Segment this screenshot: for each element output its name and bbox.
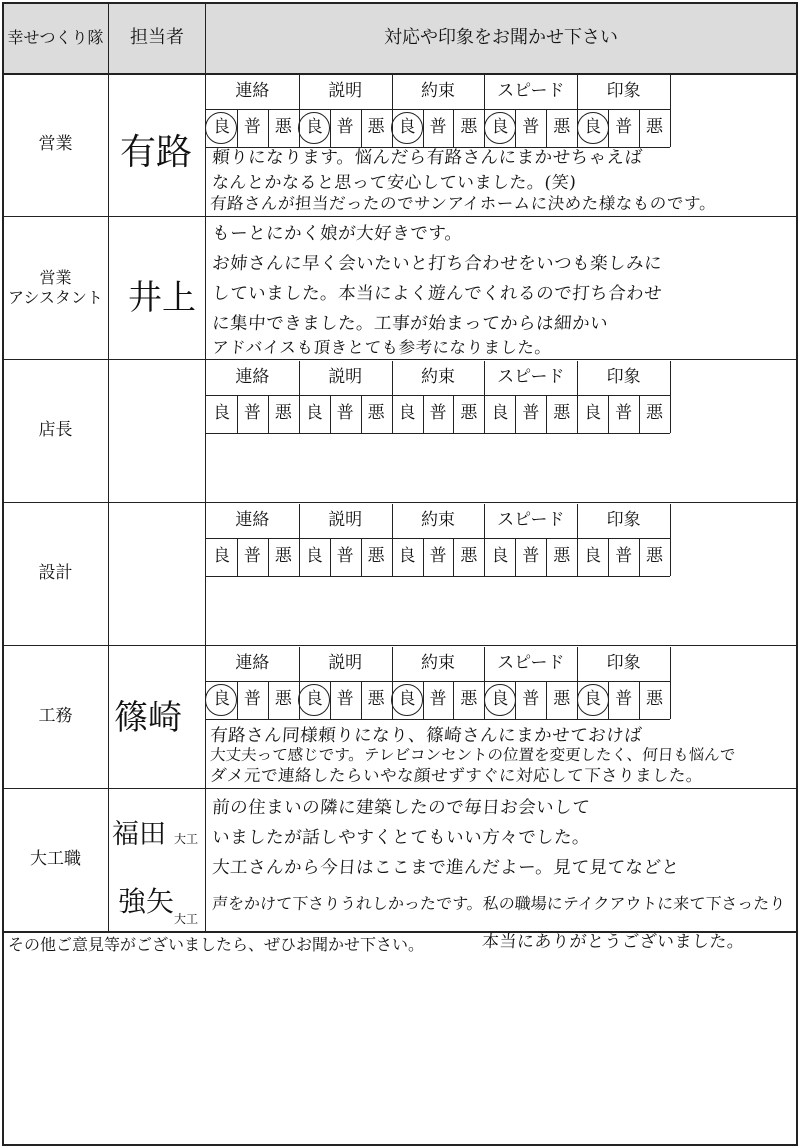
- role-sales-assistant: [3, 217, 108, 359]
- rating-grid-right: [670, 75, 671, 147]
- rating-category-label: スピード: [497, 367, 565, 388]
- rating-category-label: 連絡: [235, 81, 270, 102]
- rating-option[interactable]: 悪: [274, 403, 292, 424]
- rating-option[interactable]: 普: [336, 546, 354, 567]
- comment-assistant-line-4: に集中できました。工事が始まってからは細かい: [211, 314, 609, 334]
- rating-category-label: 説明: [328, 367, 363, 388]
- rating-option[interactable]: 良: [398, 117, 416, 138]
- rating-selected-circle: [577, 112, 609, 144]
- comment-carpenter-line-1: 前の住まいの隣に建築したので毎日お会いして: [211, 798, 591, 818]
- rating-selected-circle: [391, 684, 423, 716]
- rating-grid-bottom: [206, 719, 670, 720]
- footer-prompt: その他ご意見等がございましたら、ぜひお聞かせ下さい。: [8, 935, 425, 954]
- rating-option[interactable]: 悪: [274, 117, 292, 138]
- comment-assistant-line-1: もーとにかく娘が大好きです。: [211, 224, 464, 244]
- rating-option[interactable]: 良: [212, 689, 230, 710]
- staff-name-inoue: 井上: [128, 278, 196, 318]
- role-manager: 店長: [38, 420, 73, 441]
- rating-category-label: 印象: [606, 510, 641, 531]
- rating-option[interactable]: 悪: [553, 689, 571, 710]
- comment-construction-line-1: 有路さん同様頼りになり、篠崎さんにまかせておけば: [209, 726, 643, 746]
- rating-selected-circle: [484, 684, 516, 716]
- rating-option[interactable]: 悪: [646, 546, 664, 567]
- rating-option[interactable]: 良: [398, 546, 416, 567]
- staff-suffix-fukuda: 大工: [174, 832, 199, 846]
- rating-grid-bottom: [206, 576, 670, 577]
- rating-option[interactable]: 悪: [460, 117, 478, 138]
- staff-name-gouya: 強矢: [118, 885, 175, 918]
- rating-option[interactable]: 良: [212, 117, 230, 138]
- comment-sales-line-1: 頼りになります。悩んだら有路さんにまかせちゃえば: [211, 148, 644, 168]
- rating-option[interactable]: 普: [243, 689, 261, 710]
- rating-grid-bottom: [206, 433, 670, 434]
- rating-option[interactable]: 普: [336, 689, 354, 710]
- rating-option[interactable]: 悪: [367, 117, 385, 138]
- rating-category-label: 連絡: [235, 510, 270, 531]
- rating-option[interactable]: 悪: [646, 403, 664, 424]
- comment-construction-line-2: 大丈夫って感じです。テレビコンセントの位置を変更したく、何日も悩んで: [209, 746, 736, 764]
- role-design: 設計: [38, 563, 73, 584]
- rating-option[interactable]: 悪: [367, 689, 385, 710]
- staff-name-fukuda: 福田: [112, 819, 166, 850]
- rating-option[interactable]: 良: [305, 403, 323, 424]
- column-divider-1: [108, 2, 109, 931]
- rating-option[interactable]: 悪: [553, 403, 571, 424]
- role-construction: 工務: [38, 706, 73, 727]
- comment-assistant-line-2: お姉さんに早く会いたいと打ち合わせをいつも楽しみに: [211, 254, 663, 274]
- role-sales: 営業: [38, 134, 73, 155]
- rating-selected-circle: [577, 684, 609, 716]
- rating-option[interactable]: 悪: [274, 546, 292, 567]
- rating-option[interactable]: 普: [615, 689, 633, 710]
- rating-category-label: 連絡: [235, 653, 270, 674]
- row-divider-3: [2, 502, 798, 503]
- footer-comment: 本当にありがとうございました。: [481, 932, 746, 952]
- role-carpenter: 大工職: [30, 849, 81, 870]
- row-divider-5: [2, 788, 798, 789]
- rating-category-label: 説明: [328, 510, 363, 531]
- rating-option[interactable]: 普: [522, 117, 540, 138]
- header-request: 対応や印象をお聞かせ下さい: [384, 26, 618, 48]
- rating-option[interactable]: 良: [398, 403, 416, 424]
- rating-option[interactable]: 良: [305, 689, 323, 710]
- rating-category-label: 説明: [328, 653, 363, 674]
- rating-category-label: 印象: [606, 367, 641, 388]
- staff-suffix-gouya: 大工: [174, 912, 199, 926]
- role-sales-assistant-line2: アシスタント: [8, 288, 103, 307]
- rating-option[interactable]: 悪: [460, 403, 478, 424]
- rating-option[interactable]: 良: [212, 403, 230, 424]
- rating-option[interactable]: 良: [491, 546, 509, 567]
- comment-sales-line-2: なんとかなると思って安心していました。(笑): [211, 173, 577, 193]
- rating-selected-circle: [484, 112, 516, 144]
- comment-construction-line-3: ダメ元で連絡したらいやな顔せずすぐに対応して下さりました。: [209, 766, 704, 785]
- rating-option[interactable]: 普: [243, 117, 261, 138]
- rating-grid-right: [670, 361, 671, 433]
- rating-option[interactable]: 普: [243, 546, 261, 567]
- rating-category-label: 約束: [420, 367, 455, 388]
- rating-category-label: 印象: [606, 81, 641, 102]
- rating-option[interactable]: 良: [305, 546, 323, 567]
- rating-option[interactable]: 悪: [460, 689, 478, 710]
- rating-option[interactable]: 良: [491, 689, 509, 710]
- comment-carpenter-line-2: いましたが話しやすくとてもいい方々でした。: [211, 828, 591, 848]
- rating-option[interactable]: 普: [522, 689, 540, 710]
- staff-name-shinozaki: 篠崎: [114, 698, 182, 738]
- rating-category-label: 約束: [420, 510, 455, 531]
- rating-option[interactable]: 悪: [274, 689, 292, 710]
- rating-option[interactable]: 悪: [460, 546, 478, 567]
- rating-option[interactable]: 悪: [646, 117, 664, 138]
- header-team: 幸せつくり隊: [7, 28, 104, 47]
- rating-option[interactable]: 悪: [553, 546, 571, 567]
- rating-option[interactable]: 普: [429, 689, 447, 710]
- rating-grid-right: [670, 647, 671, 719]
- rating-option[interactable]: 良: [491, 117, 509, 138]
- rating-option[interactable]: 普: [615, 546, 633, 567]
- outer-border-bottom: [2, 1144, 798, 1146]
- rating-option[interactable]: 良: [212, 546, 230, 567]
- rating-category-label: 印象: [606, 653, 641, 674]
- row-divider-4: [2, 645, 798, 646]
- rating-option[interactable]: 悪: [367, 546, 385, 567]
- comment-assistant-line-5: アドバイスも頂きとても参考になりました。: [211, 338, 553, 357]
- comment-carpenter-line-3: 大工さんから今日はここまで進んだよー。見て見てなどと: [211, 858, 681, 878]
- rating-option[interactable]: 良: [584, 689, 602, 710]
- rating-grid-bottom: [206, 147, 670, 148]
- rating-category-label: スピード: [497, 653, 565, 674]
- rating-option[interactable]: 普: [429, 546, 447, 567]
- comment-sales-line-3: 有路さんが担当だったのでサンアイホームに決めた様なものです。: [209, 194, 718, 213]
- comment-carpenter-line-4: 声をかけて下さりうれしかったです。私の職場にテイクアウトに来て下さったり: [211, 894, 786, 913]
- rating-category-label: スピード: [497, 81, 565, 102]
- row-divider-1: [2, 216, 798, 217]
- comment-assistant-line-3: していました。本当によく遊んでくれるので打ち合わせ: [211, 284, 663, 304]
- rating-option[interactable]: 悪: [367, 403, 385, 424]
- rating-option[interactable]: 良: [398, 689, 416, 710]
- rating-option[interactable]: 普: [615, 117, 633, 138]
- rating-selected-circle: [391, 112, 423, 144]
- rating-option[interactable]: 普: [336, 403, 354, 424]
- rating-category-label: 連絡: [235, 367, 270, 388]
- rating-option[interactable]: 良: [584, 546, 602, 567]
- rating-category-label: 約束: [420, 653, 455, 674]
- rating-option[interactable]: 良: [491, 403, 509, 424]
- rating-option[interactable]: 悪: [646, 689, 664, 710]
- staff-name-ario: 有路: [120, 132, 193, 173]
- rating-category-label: スピード: [497, 510, 565, 531]
- rating-category-label: 約束: [420, 81, 455, 102]
- rating-grid-right: [670, 504, 671, 576]
- rating-option[interactable]: 普: [522, 403, 540, 424]
- header-person: 担当者: [130, 26, 184, 48]
- row-divider-2: [2, 359, 798, 360]
- rating-option[interactable]: 良: [584, 117, 602, 138]
- rating-option[interactable]: 普: [522, 546, 540, 567]
- rating-option[interactable]: 普: [429, 403, 447, 424]
- rating-option[interactable]: 良: [305, 117, 323, 138]
- outer-border-right: [796, 2, 798, 1145]
- rating-option[interactable]: 悪: [553, 117, 571, 138]
- rating-option[interactable]: 普: [243, 403, 261, 424]
- rating-option[interactable]: 良: [584, 403, 602, 424]
- rating-option[interactable]: 普: [615, 403, 633, 424]
- rating-option[interactable]: 普: [429, 117, 447, 138]
- rating-category-label: 説明: [328, 81, 363, 102]
- role-sales-assistant-line1: 営業: [39, 268, 72, 287]
- rating-option[interactable]: 普: [336, 117, 354, 138]
